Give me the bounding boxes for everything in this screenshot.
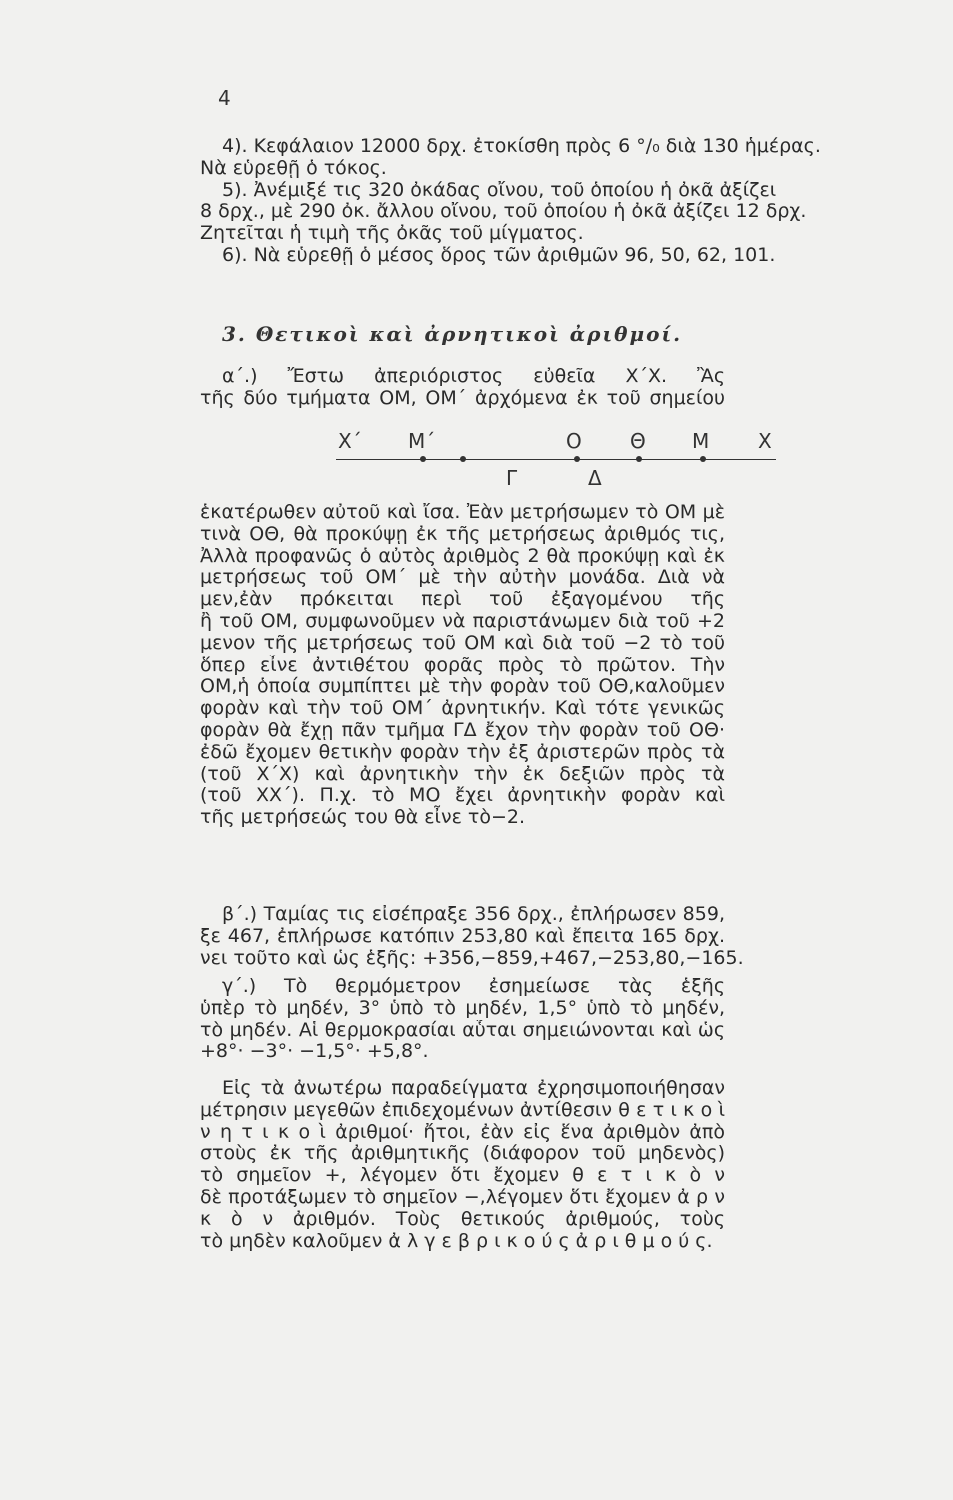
axis-point-o — [574, 456, 580, 462]
exercise-4-line-1: 4). Κεφάλαιον 12000 δρχ. ἐτοκίσθη πρὸς 6 °/₀ διὰ 130 ἡμέρας. — [222, 135, 821, 157]
axis-label-m: Μ — [692, 429, 710, 453]
exercise-6-line-1: 6). Νὰ εὑρεθῇ ὁ μέσος ὅρος τῶν ἀριθμῶν 96, 50, 62, 101. — [222, 243, 776, 266]
gamma-line: τὸ μηδέν. Αἱ θερμοκρασίαι αὗται σημειώνονται καὶ ὡς — [200, 1019, 725, 1041]
gamma-line: γ΄.) Τὸ θερμόμετρον ἐσημείωσε τὰς ἑξῆς — [222, 976, 725, 997]
axis-label-x-prime: Χ΄ — [338, 429, 362, 453]
axis-point-gamma — [460, 456, 466, 462]
conclusion-line: ν η τ ι κ ο ὶ ἀριθμοί· ἤτοι, ἐὰν εἰς ἕνα ἀριθμὸν ἀπὸ — [200, 1121, 725, 1143]
body-line: ἐδῶ ἔχομεν θετικὴν φορὰν τὴν ἐξ ἀριστερῶν πρὸς τὰ — [200, 741, 725, 763]
conclusion-line: δὲ προτάξωμεν τὸ σημεῖον −,λέγομεν ὅτι ἔχομεν ἀ ρ ν — [200, 1186, 725, 1208]
gamma-line: ὑπὲρ τὸ μηδέν, 3° ὑπὸ τὸ μηδέν, 1,5° ὑπὸ τὸ μηδέν, — [200, 997, 725, 1019]
body-line: τινὰ ΟΘ, θὰ προκύψῃ ἐκ τῆς μετρήσεως ἀριθμός τις, — [200, 523, 725, 545]
exercise-4-line-2: Νὰ εὑρεθῇ ὁ τόκος. — [200, 156, 387, 179]
body-line: φορὰν θὰ ἔχῃ πᾶν τμῆμα ΓΔ ἔχον τὴν φορὰν τοῦ ΟΘ· — [200, 719, 725, 741]
body-line: ὅπερ εἶνε ἀντιθέτου φορᾶς πρὸς τὸ πρῶτον. Τὴν — [200, 654, 725, 676]
conclusion-line: τὸ σημεῖον +, λέγομεν ὅτι ἔχομεν θ ε τ ι κ ὸ ν — [200, 1165, 725, 1187]
intro-line: τῆς δύο τμήματα ΟΜ, ΟΜ΄ ἀρχόμενα ἐκ τοῦ σημείου — [200, 387, 725, 409]
body-line: Ἀλλὰ προφανῶς ὁ αὐτὸς ἀριθμὸς 2 θὰ προκύψῃ καὶ ἐκ — [200, 545, 725, 567]
exercise-list — [200, 135, 821, 267]
exercise-5-line-2: 8 δρχ., μὲ 290 ὀκ. ἄλλου οἴνου, τοῦ ὁποίου ἡ ὀκᾶ ἀξίζει 12 δρχ. — [200, 200, 807, 223]
conclusion-line: κ ὸ ν ἀριθμόν. Τοὺς θετικούς ἀριθμούς, τοὺς — [200, 1208, 725, 1230]
body-line: μεν,ἐὰν πρόκειται περὶ τοῦ ἐξαγομένου τῆς — [200, 589, 725, 611]
conclusion-paragraph — [200, 1078, 725, 1252]
conclusion-line: Εἰς τὰ ἀνωτέρω παραδείγματα ἐχρησιμοποιήθησαν — [222, 1078, 725, 1099]
axis-point-theta — [636, 456, 642, 462]
body-line: μενον τῆς μετρήσεως τοῦ ΟΜ καὶ διὰ τοῦ −2 τὸ τοῦ — [200, 632, 725, 654]
axis-point-m-prime — [420, 456, 426, 462]
axis-label-m-prime: Μ΄ — [408, 429, 436, 453]
body-paragraph — [200, 502, 725, 829]
number-line-figure — [330, 424, 780, 494]
axis-line — [336, 459, 776, 460]
conclusion-line: μέτρησιν μεγεθῶν ἐπιδεχομένων ἀντίθεσιν θ ε τ ι κ ο ὶ — [200, 1099, 725, 1121]
beta-line: β΄.) Ταμίας τις εἰσέπραξε 356 δρχ., ἐπλήρωσεν 859, — [222, 904, 725, 925]
axis-label-o: Ο — [566, 429, 582, 453]
gamma-paragraph — [200, 976, 725, 1063]
beta-line: ξε 467, ἐπλήρωσε κατόπιν 253,80 καὶ ἔπειτα 165 δρχ. — [200, 925, 725, 947]
body-line: μετρήσεως τοῦ ΟΜ΄ μὲ τὴν αὐτὴν μονάδα. Διὰ νὰ — [200, 567, 725, 589]
axis-point-m — [700, 456, 706, 462]
body-line: ἑκατέρωθεν αὐτοῦ καὶ ἴσα. Ἐὰν μετρήσωμεν τὸ ΟΜ μὲ — [200, 502, 725, 523]
intro-line: α΄.) Ἔστω ἀπεριόριστος εὐθεῖα Χ΄Χ. Ἂς — [222, 366, 725, 387]
body-line: ἢ τοῦ ΟΜ, συμφωνοῦμεν νὰ παριστάνωμεν διὰ τοῦ +2 — [200, 610, 725, 632]
body-line: τῆς μετρήσεώς του θὰ εἶνε τὸ−2. — [200, 806, 526, 829]
page-number: 4 — [218, 86, 231, 110]
beta-paragraph — [200, 904, 744, 969]
exercise-5-line-3: Ζητεῖται ἡ τιμὴ τῆς ὀκᾶς τοῦ μίγματος. — [200, 222, 584, 245]
body-line: ΟΜ,ἡ ὁποία συμπίπτει μὲ τὴν φορὰν τοῦ ΟΘ,καλοῦμεν — [200, 676, 725, 698]
section-heading: 3. Θετικοὶ καὶ ἀρνητικοὶ ἀριθμοί. — [222, 322, 683, 346]
intro-paragraph — [200, 366, 725, 410]
body-line: (τοῦ ΧΧ΄). Π.χ. τὸ ΜΟ ἔχει ἀρνητικὴν φορὰν καὶ — [200, 785, 725, 807]
gamma-line: +8°· −3°· −1,5°· +5,8°. — [200, 1040, 429, 1063]
axis-label-theta: Θ — [630, 429, 646, 453]
body-line: φορὰν καὶ τὴν τοῦ ΟΜ΄ ἀρνητικήν. Καὶ τότε γενικῶς — [200, 698, 725, 720]
conclusion-line: τὸ μηδὲν καλοῦμεν ἀ λ γ ε β ρ ι κ ο ύ ς ἀ ρ ι θ μ ο ύ ς. — [200, 1229, 713, 1252]
axis-label-delta: Δ — [588, 466, 602, 490]
axis-label-x: Χ — [758, 429, 772, 453]
axis-label-gamma: Γ — [506, 466, 518, 490]
conclusion-line: στοὺς ἐκ τῆς ἀριθμητικῆς (διάφορον τοῦ μηδενὸς) — [200, 1143, 725, 1165]
exercise-5-line-1: 5). Ἀνέμιξέ τις 320 ὀκάδας οἴνου, τοῦ ὁποίου ἡ ὀκᾶ ἀξίζει — [222, 178, 777, 201]
body-line: (τοῦ Χ΄Χ) καὶ ἀρνητικὴν τὴν ἐκ δεξιῶν πρὸς τὰ — [200, 763, 725, 785]
beta-line: νει τοῦτο καὶ ὡς ἑξῆς: +356,−859,+467,−253,80,−165. — [200, 946, 744, 969]
